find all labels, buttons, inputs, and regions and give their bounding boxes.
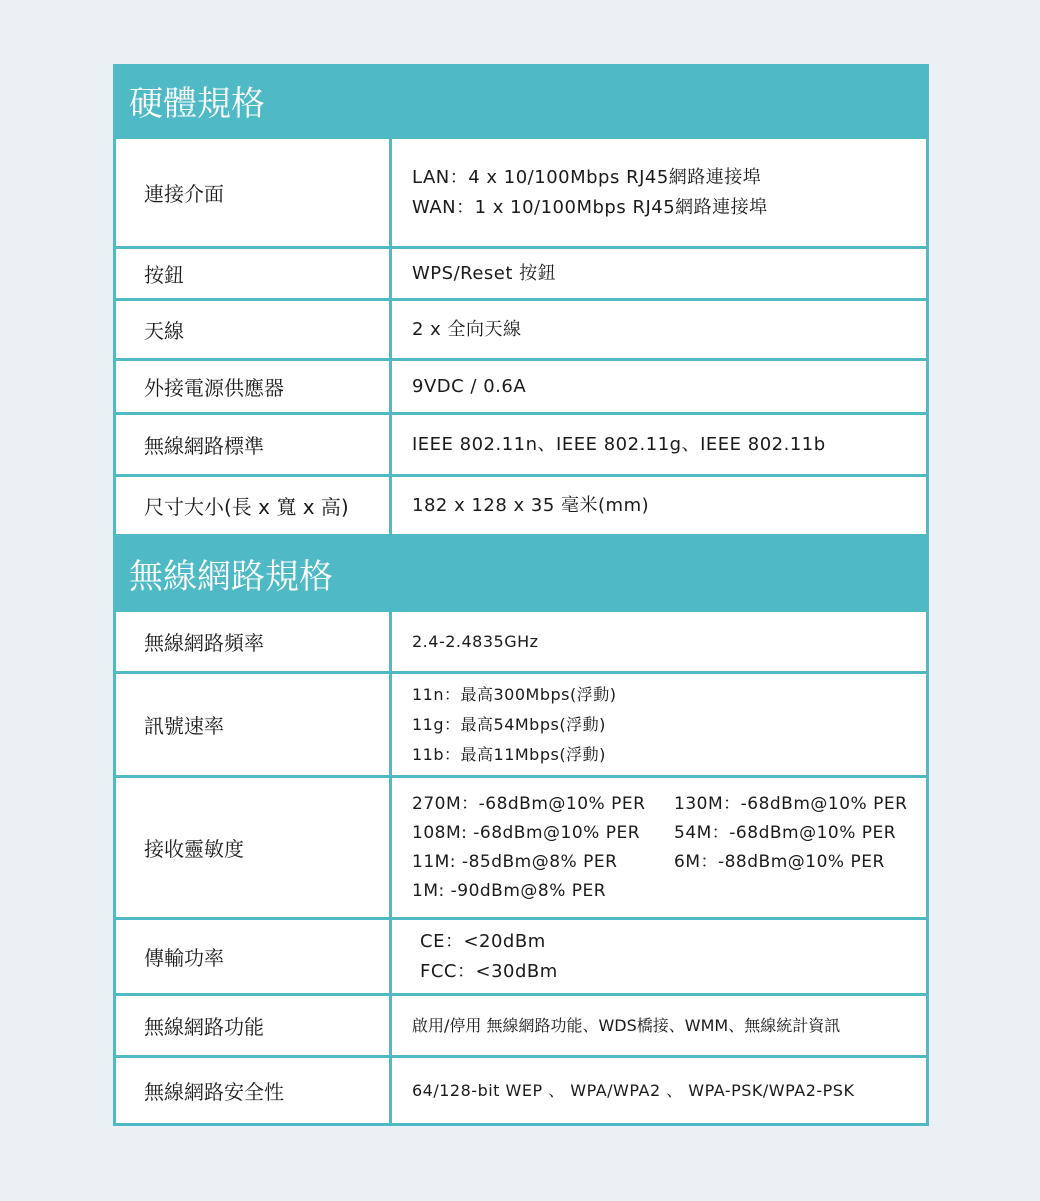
spec-line: 11n：最高300Mbps(浮動) bbox=[412, 684, 617, 704]
spec-line: 11b：最高11Mbps(浮動) bbox=[412, 744, 606, 764]
spec-line: 130M：-68dBm@10% PER bbox=[674, 793, 908, 814]
table-row bbox=[115, 248, 928, 300]
spec-value bbox=[391, 611, 928, 673]
table-row bbox=[115, 611, 928, 673]
spec-value bbox=[391, 138, 928, 248]
spec-line: 54M：-68dBm@10% PER bbox=[674, 822, 897, 843]
spec-line: WPS/Reset 按鈕 bbox=[412, 262, 557, 284]
spec-value bbox=[391, 777, 928, 919]
spec-key: 無線網路安全性 bbox=[115, 1057, 391, 1125]
spec-key: 無線網路功能 bbox=[115, 995, 391, 1057]
spec-line: WAN：1 x 10/100Mbps RJ45網路連接埠 bbox=[412, 196, 768, 218]
spec-value bbox=[391, 1057, 928, 1125]
wireless-spec-table bbox=[113, 609, 929, 1126]
spec-key: 尺寸大小(長 x 寬 x 高) bbox=[115, 476, 391, 536]
spec-value bbox=[391, 248, 928, 300]
table-row bbox=[115, 414, 928, 476]
spec-line: 9VDC / 0.6A bbox=[412, 375, 527, 397]
spec-line: 11M: -85dBm@8% PER bbox=[412, 851, 618, 872]
spec-line: 270M：-68dBm@10% PER bbox=[412, 793, 646, 814]
spec-key: 外接電源供應器 bbox=[115, 360, 391, 414]
spec-key: 連接介面 bbox=[115, 138, 391, 248]
spec-key: 訊號速率 bbox=[115, 673, 391, 777]
spec-value bbox=[391, 673, 928, 777]
spec-line: 啟用/停用 無線網路功能、WDS橋接、WMM、無線統計資訊 bbox=[412, 1015, 841, 1035]
spec-value bbox=[391, 414, 928, 476]
table-row bbox=[115, 138, 928, 248]
hardware-section-title: 硬體規格 bbox=[113, 64, 929, 136]
table-row bbox=[115, 919, 928, 995]
spec-key: 接收靈敏度 bbox=[115, 777, 391, 919]
sensitivity-grid bbox=[412, 791, 925, 905]
spec-line: 2 x 全向天線 bbox=[412, 318, 522, 340]
spec-sheet bbox=[113, 64, 929, 1126]
table-row bbox=[115, 673, 928, 777]
spec-line: 11g：最高54Mbps(浮動) bbox=[412, 714, 606, 734]
table-row bbox=[115, 360, 928, 414]
spec-key: 傳輸功率 bbox=[115, 919, 391, 995]
spec-value bbox=[391, 995, 928, 1057]
spec-line: 2.4-2.4835GHz bbox=[412, 631, 539, 651]
table-row bbox=[115, 1057, 928, 1125]
spec-line: FCC：<30dBm bbox=[420, 960, 558, 982]
spec-line: 6M：-88dBm@10% PER bbox=[674, 851, 885, 872]
spec-value bbox=[391, 476, 928, 536]
spec-key: 天線 bbox=[115, 300, 391, 360]
spec-key: 無線網路標準 bbox=[115, 414, 391, 476]
spec-line: LAN：4 x 10/100Mbps RJ45網路連接埠 bbox=[412, 166, 762, 188]
spec-value bbox=[391, 919, 928, 995]
spec-value bbox=[391, 300, 928, 360]
spec-key: 無線網路頻率 bbox=[115, 611, 391, 673]
spec-line: CE：<20dBm bbox=[420, 930, 546, 952]
wireless-section-title: 無線網路規格 bbox=[113, 537, 929, 609]
spec-value bbox=[391, 360, 928, 414]
hardware-spec-table bbox=[113, 136, 929, 537]
spec-line: 1M: -90dBm@8% PER bbox=[412, 880, 607, 901]
spec-line: 108M: -68dBm@10% PER bbox=[412, 822, 641, 843]
table-row bbox=[115, 995, 928, 1057]
table-row bbox=[115, 476, 928, 536]
table-row bbox=[115, 300, 928, 360]
table-row bbox=[115, 777, 928, 919]
spec-line: 182 x 128 x 35 毫米(mm) bbox=[412, 494, 650, 516]
spec-line: IEEE 802.11n、IEEE 802.11g、IEEE 802.11b bbox=[412, 433, 826, 455]
spec-key: 按鈕 bbox=[115, 248, 391, 300]
spec-line: 64/128-bit WEP 、 WPA/WPA2 、 WPA-PSK/WPA2-PSK bbox=[412, 1080, 855, 1100]
